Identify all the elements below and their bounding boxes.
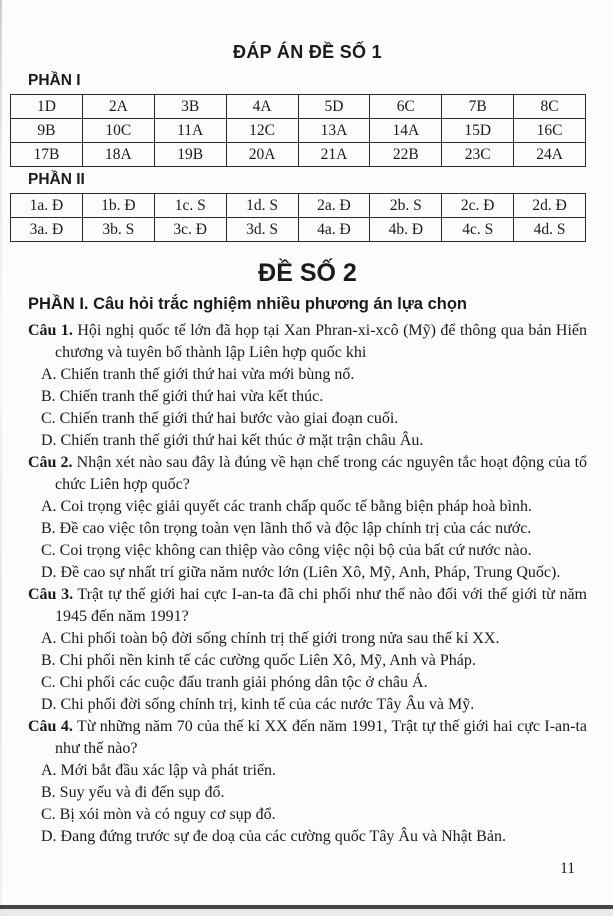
option-a: A. Mới bắt đầu xác lập và phát triển. <box>41 762 277 779</box>
table-cell: 1b. Đ <box>82 194 154 218</box>
scan-bottom-fade <box>0 909 613 916</box>
table-row <box>11 95 586 119</box>
question-label: Câu 1. <box>28 322 73 339</box>
table-cell: 2a. Đ <box>298 194 370 218</box>
option-d: D. Đang đứng trước sự đe doạ của các cường quốc Tây Âu và Nhật Bản. <box>41 828 506 845</box>
table-cell: 1D <box>11 95 83 119</box>
table-cell: 14A <box>370 119 442 143</box>
table-cell: 6C <box>370 95 442 119</box>
table-cell: 2A <box>82 95 154 119</box>
option-c: C. Bị xói mòn và có nguy cơ sụp đổ. <box>41 806 276 823</box>
section-heading: PHẦN I. Câu hỏi trắc nghiệm nhiều phương án lựa chọn <box>28 295 467 313</box>
table-cell: 24A <box>514 143 586 167</box>
question-stem <box>28 584 587 628</box>
option-b: B. Chi phối nền kinh tế các cường quốc Liên Xô, Mỹ, Anh và Pháp. <box>41 652 476 669</box>
table-cell: 4a. Đ <box>298 218 370 242</box>
table-cell: 17B <box>11 143 83 167</box>
table-cell: 3a. Đ <box>11 218 83 242</box>
option-d: D. Chiến tranh thế giới thứ hai kết thúc ở mặt trận châu Âu. <box>41 432 424 449</box>
table-cell: 4b. Đ <box>370 218 442 242</box>
table-cell: 5D <box>298 95 370 119</box>
table-cell: 4A <box>226 95 298 119</box>
table-cell: 12C <box>226 119 298 143</box>
option-c: C. Chiến tranh thế giới thứ hai bước vào giai đoạn cuối. <box>41 410 399 427</box>
table-cell: 4c. S <box>442 218 514 242</box>
table-row <box>11 194 586 218</box>
option-d: D. Đề cao sự nhất trí giữa năm nước lớn (Liên Xô, Mỹ, Anh, Pháp, Trung Quốc). <box>41 564 561 581</box>
question-3 <box>28 584 587 716</box>
option-a: A. Chi phối toàn bộ đời sống chính trị thế giới trong nửa sau thế kỉ XX. <box>41 630 500 647</box>
question-2 <box>28 452 587 584</box>
table-cell: 9B <box>11 119 83 143</box>
table-cell: 1c. S <box>154 194 226 218</box>
table-cell: 4d. S <box>514 218 586 242</box>
table-cell: 19B <box>154 143 226 167</box>
option-c: C. Chi phối các cuộc đấu tranh giải phóng dân tộc ở châu Á. <box>41 674 428 691</box>
table-cell: 15D <box>442 119 514 143</box>
table-cell: 3B <box>154 95 226 119</box>
table-cell: 3c. Đ <box>154 218 226 242</box>
question-4 <box>28 716 587 848</box>
option-a: A. Chiến tranh thế giới thứ hai vừa mới bùng nổ. <box>41 366 355 383</box>
table-cell: 2c. Đ <box>442 194 514 218</box>
table-row <box>11 143 586 167</box>
part1-label: PHẦN I <box>28 72 81 89</box>
question-text: Nhận xét nào sau đây là đúng về hạn chế trong các nguyên tắc hoạt động của tổ chức Liên hợp quốc? <box>55 454 588 493</box>
question-stem <box>28 716 587 760</box>
part2-label: PHẦN II <box>28 171 85 188</box>
table-cell: 1d. S <box>226 194 298 218</box>
question-label: Câu 4. <box>28 718 73 735</box>
table-cell: 1a. Đ <box>11 194 83 218</box>
table-cell: 3d. S <box>226 218 298 242</box>
table-cell: 2b. S <box>370 194 442 218</box>
table-cell: 2d. Đ <box>514 194 586 218</box>
answers-table-part1 <box>10 94 586 167</box>
question-stem <box>28 452 587 496</box>
table-cell: 16C <box>514 119 586 143</box>
table-cell: 13A <box>298 119 370 143</box>
question-stem <box>28 320 587 364</box>
option-a: A. Coi trọng việc giải quyết các tranh chấp quốc tế bằng biện pháp hoà bình. <box>41 498 532 515</box>
question-label: Câu 2. <box>28 454 73 471</box>
option-c: C. Coi trọng việc không can thiệp vào công việc nội bộ của bất cứ nước nào. <box>41 542 532 559</box>
page-number: 11 <box>560 860 575 877</box>
table-row <box>11 119 586 143</box>
question-text: Trật tự thế giới hai cực I-an-ta đã chi phối như thế nào đối với thế giới từ năm 1945 đến năm 1991? <box>55 586 587 625</box>
table-cell: 23C <box>442 143 514 167</box>
option-b: B. Suy yếu và đi đến sụp đổ. <box>41 784 225 801</box>
option-b: B. Đề cao việc tôn trọng toàn vẹn lãnh thổ và độc lập chính trị của các nước. <box>41 520 532 537</box>
option-b: B. Chiến tranh thế giới thứ hai vừa kết thúc. <box>41 388 324 405</box>
table-cell: 8C <box>514 95 586 119</box>
table-cell: 11A <box>154 119 226 143</box>
exam2-title: ĐỀ SỐ 2 <box>258 259 357 287</box>
option-d: D. Chi phối đời sống chính trị, kinh tế của các nước Tây Âu và Mỹ. <box>41 696 475 713</box>
table-cell: 22B <box>370 143 442 167</box>
question-1 <box>28 320 587 452</box>
question-text: Từ những năm 70 của thế kỉ XX đến năm 1991, Trật tự thế giới hai cực I-an-ta như thế nào? <box>55 718 588 757</box>
table-cell: 3b. S <box>82 218 154 242</box>
table-cell: 21A <box>298 143 370 167</box>
table-cell: 10C <box>82 119 154 143</box>
table-cell: 18A <box>82 143 154 167</box>
answer-key-title: ĐÁP ÁN ĐỀ SỐ 1 <box>233 42 382 62</box>
table-cell: 20A <box>226 143 298 167</box>
table-cell: 7B <box>442 95 514 119</box>
answers-table-part2 <box>10 193 586 242</box>
question-text: Hội nghị quốc tế lớn đã họp tại Xan Phran-xi-xcô (Mỹ) để thông qua bản Hiến chương và tuyên bố thành lập Liên hợp quốc khi <box>55 322 588 361</box>
table-row <box>11 218 586 242</box>
question-label: Câu 3. <box>28 586 74 603</box>
